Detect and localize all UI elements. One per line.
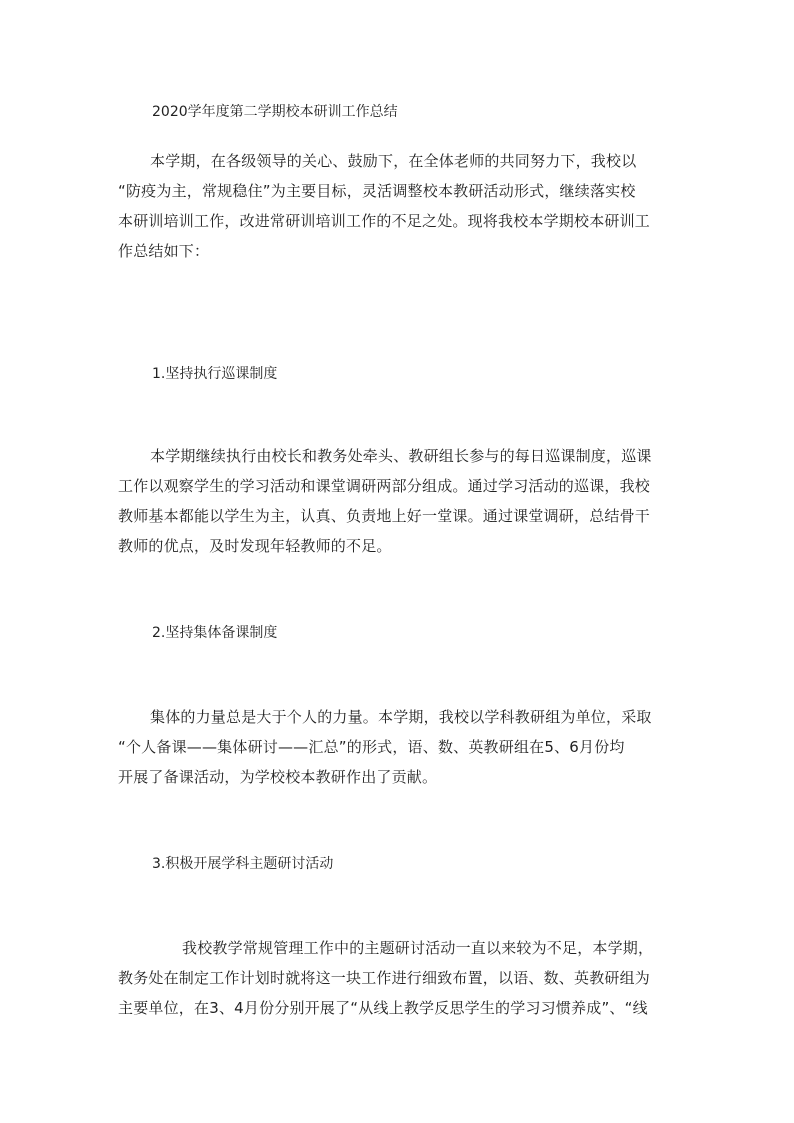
paragraph-line: 我校教学常规管理工作中的主题研讨活动一直以来较为不足，本学期， <box>182 939 654 957</box>
section-heading-3: 3.积极开展学科主题研讨活动 <box>152 856 334 872</box>
paragraph-line: 教务处在制定工作计划时就将这一块工作进行细致布置，以语、数、英教研组为 <box>118 969 651 987</box>
intro-line: 本研训培训工作，改进常研训培训工作的不足之处。现将我校本学期校本研训工 <box>118 212 651 230</box>
intro-line: 作总结如下： <box>118 242 210 260</box>
section-paragraph-1 <box>118 441 678 561</box>
paragraph-line: 主要单位，在3、4月份分别开展了“从线上教学反思学生的学习习惯养成”、“线 <box>118 999 648 1017</box>
intro-paragraph <box>118 146 678 266</box>
intro-line: 本学期，在各级领导的关心、鼓励下，在全体老师的共同努力下，我校以 <box>150 152 637 170</box>
paragraph-line: 教师的优点，及时发现年轻教师的不足。 <box>118 537 392 555</box>
section-heading-2: 2.坚持集体备课制度 <box>152 625 278 641</box>
paragraph-line: 开展了备课活动，为学校校本教研作出了贡献。 <box>118 768 438 786</box>
section-heading-1: 1.坚持执行巡课制度 <box>152 366 278 382</box>
paragraph-line: “个人备课——集体研讨——汇总”的形式，语、数、英教研组在5、6月份均 <box>118 738 625 756</box>
paragraph-line: 工作以观察学生的学习活动和课堂调研两部分组成。通过学习活动的巡课，我校 <box>118 477 651 495</box>
intro-line: “防疫为主，常规稳住”为主要目标，灵活调整校本教研活动形式，继续落实校 <box>118 182 636 200</box>
document-title: 2020学年度第二学期校本研训工作总结 <box>152 104 398 120</box>
section-paragraph-2 <box>118 702 678 792</box>
section-paragraph-3 <box>118 933 678 1023</box>
paragraph-line: 教师基本都能以学生为主，认真、负责地上好一堂课。通过课堂调研，总结骨干 <box>118 507 651 525</box>
paragraph-line: 集体的力量总是大于个人的力量。本学期，我校以学科教研组为单位，采取 <box>150 708 652 726</box>
paragraph-line: 本学期继续执行由校长和教务处牵头、教研组长参与的每日巡课制度，巡课 <box>150 447 652 465</box>
